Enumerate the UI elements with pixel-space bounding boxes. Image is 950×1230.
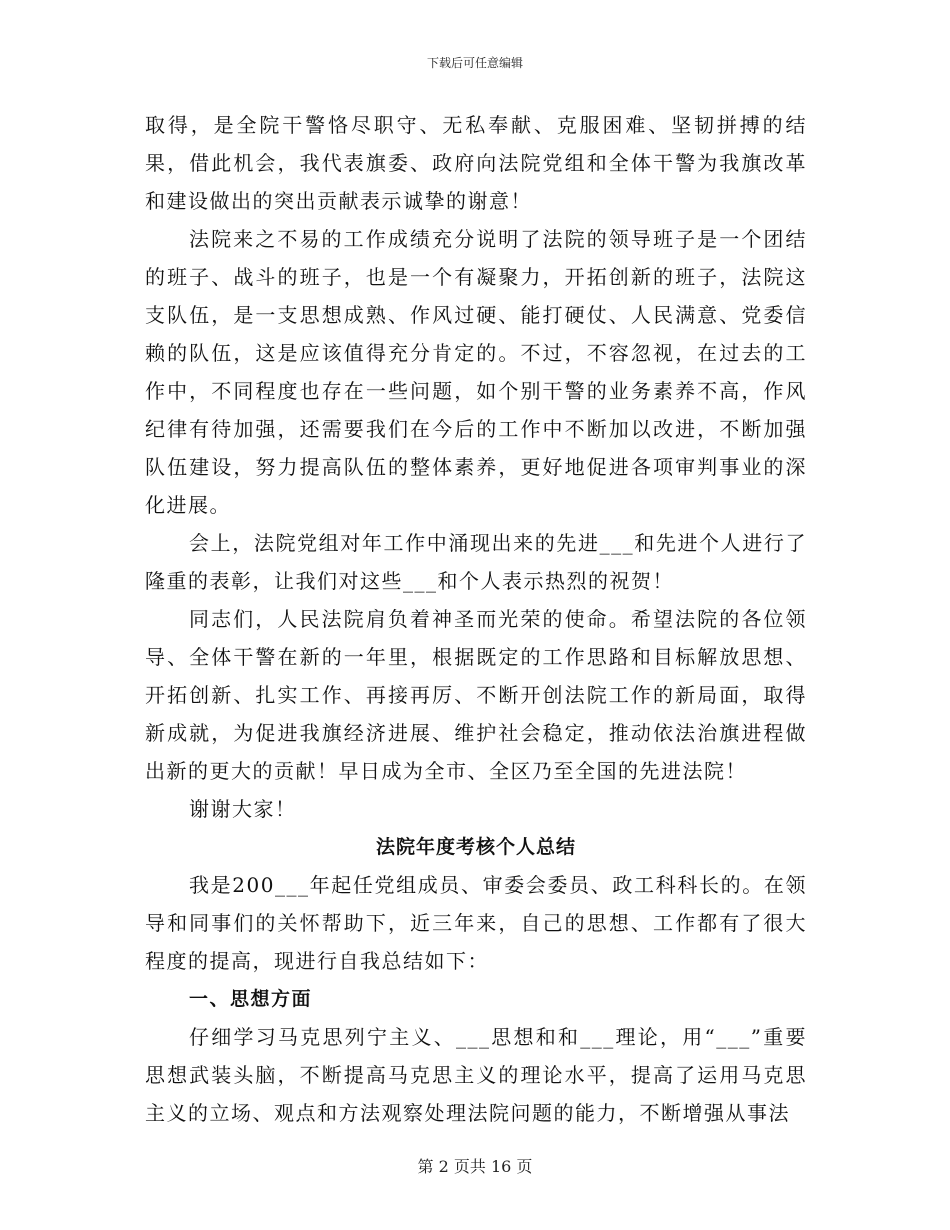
page-number: 第 2 页共 16 页 <box>417 1157 533 1176</box>
sub-heading: 一、思想方面 <box>189 988 313 1010</box>
paragraph-5: 谢谢大家！ <box>189 797 297 821</box>
header-note: 下载后可任意编辑 <box>426 56 523 70</box>
section-intro: 我是200___年起任党组成员、审委会委员、政工科科长的。在领导和同事们的关怀帮助下，近三年来，自己的思想、工作都有了很大程度的提高，现进行自我总结如下： <box>145 873 807 973</box>
sub-paragraph: 仔细学习马克思列宁主义、___思想和和___理论，用“___”重要思想武装头脑，不断提高马克思主义的理论水平，提高了运用马克思主义的立场、观点和方法观察处理法院问题的能力，不断增强从事法 <box>145 1025 807 1125</box>
paragraph-2: 法院来之不易的工作成绩充分说明了法院的领导班子是一个团结的班子、战斗的班子，也是一个有凝聚力，开拓创新的班子，法院这支队伍，是一支思想成熟、作风过硬、能打硬仗、人民满意、党委信赖的队伍，这是应该值得充分肯定的。不过，不容忽视，在过去的工作中，不同程度也存在一些问题，如个别干警的业务素养不高，作风纪律有待加强，还需要我们在今后的工作中不断加以改进，不断加强队伍建设，努力提高队伍的整体素养，更好地促进各项审判事业的深化进展。 <box>145 227 807 517</box>
section-title: 法院年度考核个人总结 <box>375 836 576 858</box>
paragraph-4: 同志们，人民法院肩负着神圣而光荣的使命。希望法院的各位领导、全体干警在新的一年里，根据既定的工作思路和目标解放思想、开拓创新、扎实工作、再接再厉、不断开创法院工作的新局面，取得新成就，为促进我旗经济进展、维护社会稳定，推动依法治旗进程做出新的更大的贡献！早日成为全市、全区乃至全国的先进法院！ <box>145 607 807 783</box>
document-body <box>145 106 807 1132</box>
paragraph-1: 取得，是全院干警恪尽职守、无私奉献、克服困难、坚韧拼搏的结果，借此机会，我代表旗委、政府向法院党组和全体干警为我旗改革和建设做出的突出贡献表示诚挚的谢意！ <box>145 113 807 213</box>
paragraph-3: 会上，法院党组对年工作中涌现出来的先进___和先进个人进行了隆重的表彰，让我们对这些___和个人表示热烈的祝贺！ <box>145 531 807 593</box>
